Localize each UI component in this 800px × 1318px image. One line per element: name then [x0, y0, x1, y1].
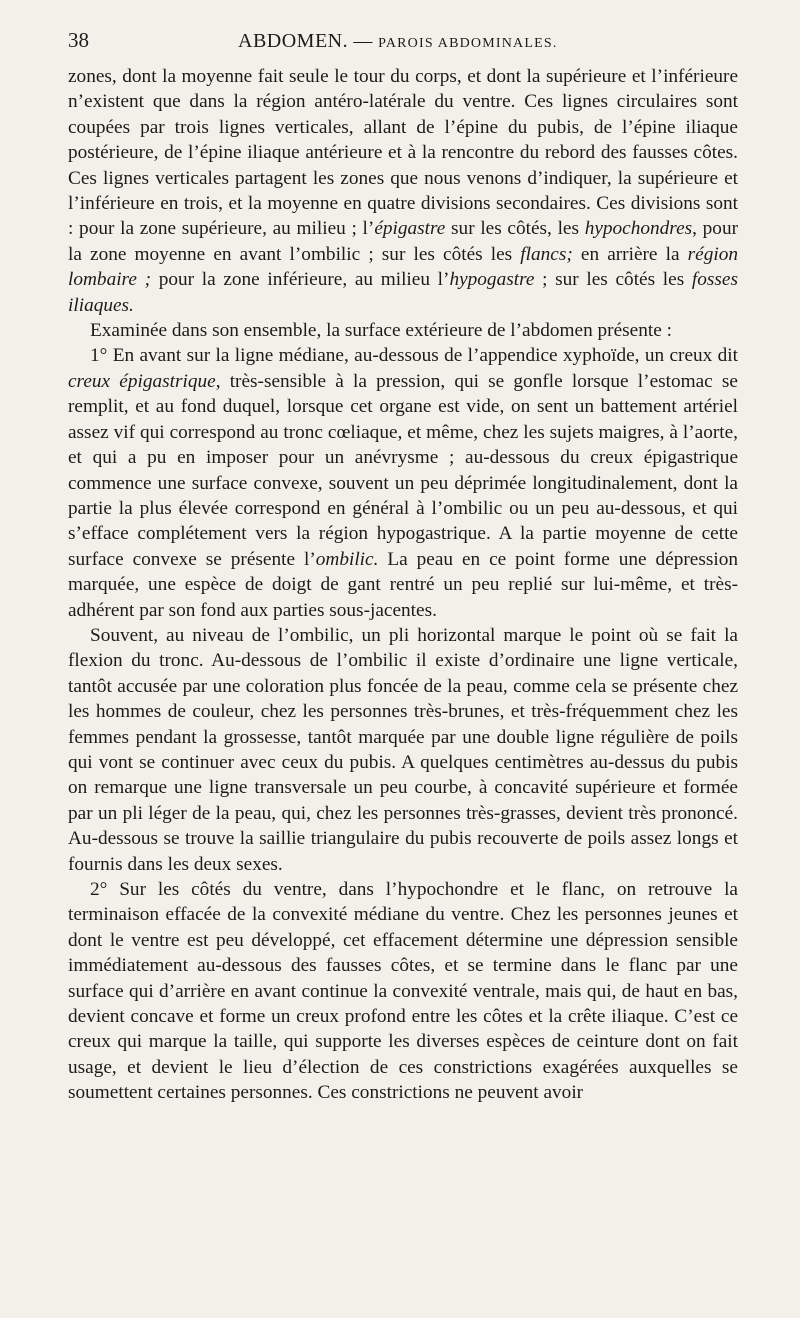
body-text — [68, 64, 738, 1106]
text-run: en arrière la — [572, 243, 688, 265]
text-run: ; sur les côtés les — [534, 269, 692, 291]
text-run: Souvent, au niveau de l’ombilic, un pli horizontal marque le point où se fait la flexion du tronc. Au-dessous de l’ombilic il existe d’ordinaire une ligne verticale, tantôt accusée par une coloration plus foncée de la peau, comme cela se présente chez les hommes de couleur, chez les personnes très-brunes, et très-fréquemment chez les femmes pendant la grossesse, tantôt marquée par une double ligne régulière de poils qui vont se continuer avec ceux du pubis. A quelques centimètres au-dessus du pubis on remarque une ligne transversale un peu courbe, à concavité supérieure et formée par un pli léger de la peau, qui, chez les personnes très-grasses, devient très prononcé. Au-dessous se trouve la saillie triangulaire du pubis recouverte de poils assez longs et fournis dans les deux sexes. — [68, 624, 738, 875]
section-title: PAROIS ABDOMINALES. — [378, 36, 558, 51]
text-run: zones, dont la moyenne fait seule le tour du corps, et dont la supérieure et l’inférieure n’existent que dans la région antéro-latérale du ventre. Ces lignes circulaires sont coupées par trois lignes verticales, allant de l’épine du pubis, de l’épine iliaque postérieure, de l’épine iliaque antérieure et à la rencontre du rebord des fausses côtes. Ces lignes verticales partagent les zones que nous venons d’indiquer, la supérieure et l’inférieure en trois, et la moyenne en quatre divisions secondaires. Ces divisions sont : pour la zone supérieure, au milieu ; l’ — [68, 66, 738, 240]
text-run: 2° Sur les côtés du ventre, dans l’hypochondre et le flanc, on retrouve la terminaison effacée de la convexité médiane du ventre. Chez les personnes jeunes et dont le ventre est peu développé, cet effacement détermine une dépression sensible immédiatement au-dessous des fausses côtes, et se termine dans le flanc par une surface qui d’arrière en avant continue la convexité ventrale, mais qui, de haut en bas, devient concave et forme un creux profond entre les côtes et la crête iliaque. C’est ce creux qui marque la taille, qui supporte les diverses espèces de ceinture dont on fait usage, et devient le lieu d’élection de ces constrictions exagérées auxquelles se soumettent certaines personnes. Ces constrictions ne peuvent avoir — [68, 879, 738, 1104]
text-run: , pour la zone moyenne en avant l’ombilic ; sur les côtés les — [68, 218, 739, 265]
italic-term: hypogastre — [449, 269, 535, 291]
page-number: 38 — [68, 28, 89, 52]
text-run: pour la zone inférieure, au milieu l’ — [151, 269, 450, 291]
italic-term: fosses iliaques. — [68, 269, 738, 316]
paragraph — [68, 343, 738, 622]
italic-term: épigastre — [374, 218, 446, 240]
italic-term: région lombaire ; — [68, 243, 738, 291]
paragraph — [68, 318, 738, 343]
italic-term: flancs; — [520, 243, 573, 265]
chapter-title: ABDOMEN. — [238, 30, 349, 52]
title-dash: — — [353, 31, 373, 52]
italic-term: hypochondres — [584, 218, 693, 240]
paragraph — [68, 623, 738, 877]
italic-term: creux épigastrique — [68, 370, 216, 392]
running-head — [68, 28, 738, 60]
paragraph — [68, 877, 738, 1106]
text-run: La peau en ce point forme une dépression marquée, une espèce de doigt de gant rentré un peu replié sur lui-même, et très-adhérent par son fond aux parties sous-jacentes. — [68, 548, 738, 621]
italic-term: ombilic. — [315, 548, 379, 570]
paragraph — [68, 64, 738, 318]
text-run: Examinée dans son ensemble, la surface extérieure de l’abdomen présente : — [90, 320, 672, 342]
text-run: 1° En avant sur la ligne médiane, au-dessous de l’appendice xyphoïde, un creux dit — [90, 345, 738, 367]
text-run: , très-sensible à la pression, qui se gonfle lorsque l’estomac se remplit, et au fond duquel, lorsque cet organe est vide, on sent un battement artériel assez vif qui correspond au tronc cœliaque, et même, chez les sujets maigres, à l’aorte, et qui a pu en imposer pour un anévrysme ; au-dessous du creux épigastrique commence une surface convexe, souvent un peu déprimée longitudinalement, dont la partie la plus élevée correspond en général à l’ombilic ou un peu au-dessous, et qui s’efface complétement vers la région hypogastrique. A la partie moyenne de cette surface convexe se présente l’ — [68, 370, 738, 570]
running-title — [238, 30, 558, 53]
text-run: sur les côtés, les — [445, 218, 585, 240]
